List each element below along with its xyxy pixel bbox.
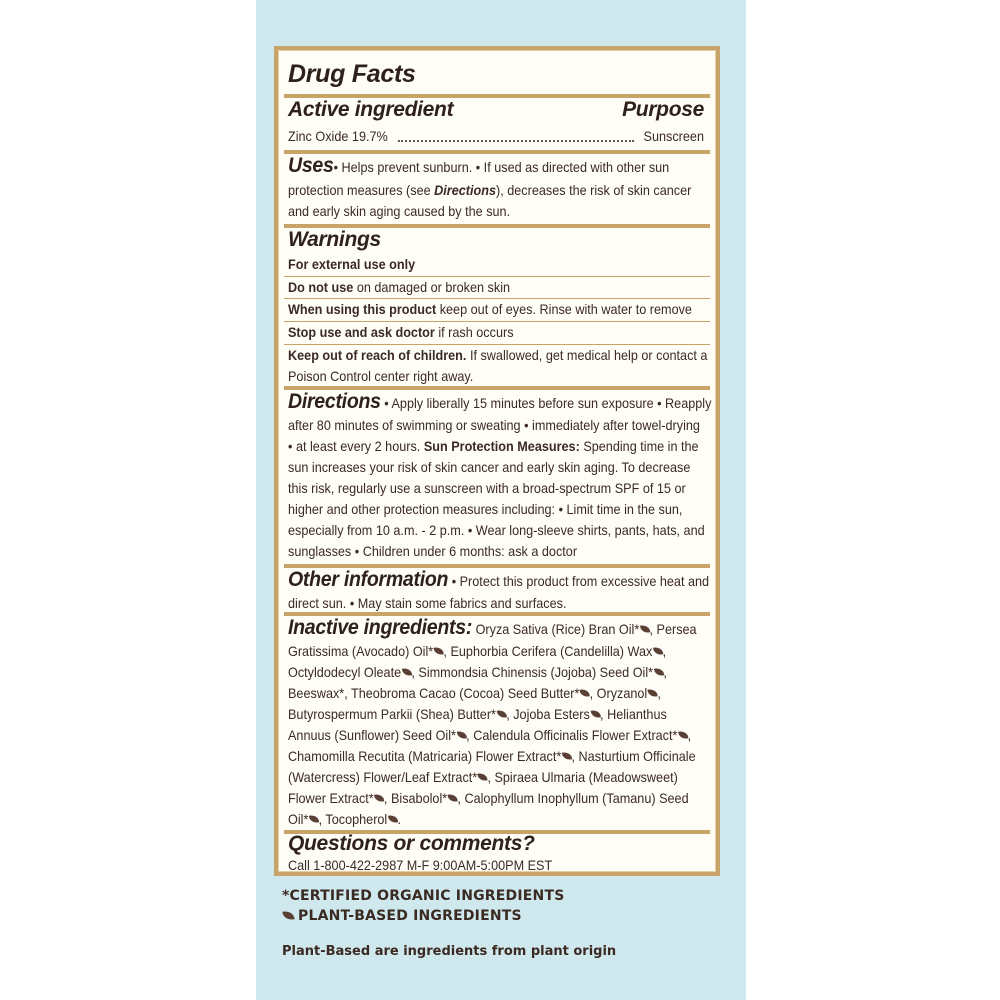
leaf-icon (388, 814, 398, 823)
uses-heading: Uses (288, 154, 334, 177)
directions-line-4: sun increases your risk of skin cancer and early skin aging. To decrease (288, 460, 691, 475)
leaf-icon (456, 730, 466, 739)
plant-note (282, 908, 522, 924)
when-using-label: When using this product (288, 302, 437, 317)
inactive-text: , (663, 665, 667, 680)
inactive-text: Chamomilla Recutita (Matricaria) Flower Extract* (288, 749, 562, 764)
drug-facts-title: Drug Facts (288, 60, 416, 88)
drug-facts-box (274, 46, 720, 876)
inactive-text: , Euphorbia Cerifera (Candelilla) Wax (443, 644, 653, 659)
other-info-heading: Other information (288, 568, 449, 591)
inactive-text: , (687, 728, 692, 743)
plant-origin-note: Plant-Based are ingredients from plant origin (282, 944, 617, 959)
inactive-text: Beeswax*, Theobroma Cacao (Cocoa) Seed Butter* (288, 686, 580, 701)
leaf-icon (640, 624, 650, 633)
organic-note: *CERTIFIED ORGANIC INGREDIENTS (282, 888, 565, 904)
directions-line-5: this risk, regularly use a sunscreen with a broad-spectrum SPF of 15 or (288, 481, 686, 496)
inactive-text: Gratissima (Avocado) Oil* (288, 644, 434, 659)
sun-protection-label: Sun Protection Measures: (423, 439, 580, 454)
directions-line-3b: Spending time in the (579, 439, 699, 454)
purpose-heading: Purpose (622, 98, 704, 121)
leaf-icon (282, 910, 294, 920)
plant-note-text: PLANT-BASED INGREDIENTS (298, 908, 522, 924)
directions-line-6: higher and other protection measures including: • Limit time in the sun, (288, 502, 683, 517)
inactive-text: , Calendula Officinalis Flower Extract* (466, 728, 678, 743)
keep-out-label: Keep out of reach of children. (288, 348, 467, 363)
uses-divider (284, 150, 710, 154)
inactive-text: , Helianthus (600, 707, 667, 722)
directions-line-7: especially from 10 a.m. - 2 p.m. • Wear long-sleeve shirts, pants, hats, and (288, 523, 705, 538)
stop-use-text: if rash occurs (434, 325, 514, 340)
directions-line-1: • Apply liberally 15 minutes before sun exposure • Reapply (380, 396, 712, 411)
uses-line-2a: protection measures (see (288, 183, 435, 198)
keep-out-text-2: Poison Control center right away. (288, 369, 474, 384)
inactive-text: Oil* (288, 812, 309, 827)
external-use: For external use only (288, 257, 416, 272)
uses-line-3: and early skin aging caused by the sun. (288, 204, 511, 219)
uses-line-1: • Helps prevent sunburn. • If used as directed with other sun (333, 160, 670, 175)
active-ingredient-heading: Active ingredient (288, 98, 454, 121)
directions-line-8: sunglasses • Children under 6 months: ask a doctor (288, 544, 578, 559)
leaf-icon (590, 709, 600, 718)
leaf-icon (678, 730, 688, 739)
warnings-rule-2 (284, 298, 710, 299)
do-not-use-text: on damaged or broken skin (353, 280, 511, 295)
inactive-text: , Bisabolol* (383, 791, 448, 806)
leaf-icon (654, 667, 664, 676)
leaf-icon (562, 751, 572, 760)
active-ingredient-row (288, 127, 704, 147)
inactive-text: Oryza Sativa (Rice) Bran Oil* (472, 622, 640, 637)
inactive-text: . (397, 812, 401, 827)
directions-line-2: after 80 minutes of swimming or sweating • immediately after towel-drying (288, 418, 700, 433)
do-not-use-label: Do not use (288, 280, 354, 295)
uses-line-2b: ), decreases the risk of skin cancer (496, 183, 692, 198)
inactive-text: , Persea (649, 622, 697, 637)
inactive-text: (Watercress) Flower/Leaf Extract* (288, 770, 478, 785)
inactive-text: Annuus (Sunflower) Seed Oil* (288, 728, 456, 743)
inactive-text: , Nasturtium Officinale (571, 749, 696, 764)
inactive-text: , (657, 686, 661, 701)
warnings-heading: Warnings (288, 228, 381, 251)
uses-directions-ref: Directions (434, 183, 497, 198)
inactive-text: , (662, 644, 667, 659)
stop-use-label: Stop use and ask doctor (288, 325, 435, 340)
keep-out-text: If swallowed, get medical help or contact a (466, 348, 708, 363)
directions-heading: Directions (288, 390, 381, 413)
questions-heading: Questions or comments? (288, 832, 535, 855)
inactive-text: , Simmondsia Chinensis (Jojoba) Seed Oil* (411, 665, 654, 680)
inactive-text: , Oryzanol (589, 686, 648, 701)
inactive-text: Flower Extract* (288, 791, 374, 806)
inactive-text: Butyrospermum Parkii (Shea) Butter* (288, 707, 496, 722)
inactive-heading: Inactive ingredients: (288, 616, 473, 639)
other-info-line-2: direct sun. • May stain some fabrics and surfaces. (288, 596, 567, 611)
leaf-icon (402, 667, 412, 676)
when-using-text: keep out of eyes. Rinse with water to remove (436, 302, 692, 317)
leaf-icon (653, 646, 663, 655)
warnings-rule-3 (284, 321, 710, 322)
inactive-text: , Calophyllum Inophyllum (Tamanu) Seed (457, 791, 689, 806)
leaf-icon (309, 814, 319, 823)
warnings-rule-1 (284, 276, 710, 277)
inactive-text: Octyldodecyl Oleate (288, 665, 402, 680)
directions-line-3a: • at least every 2 hours. (288, 439, 424, 454)
other-info-line-1: • Protect this product from excessive heat and (448, 574, 710, 589)
inactive-text: , Jojoba Esters (506, 707, 590, 722)
inactive-text: , Spiraea Ulmaria (Meadowsweet) (487, 770, 678, 785)
leader-dots (398, 140, 634, 142)
warnings-rule-4 (284, 344, 710, 345)
active-ingredient-value: Zinc Oxide 19.7% (288, 127, 390, 148)
leaf-icon (496, 709, 506, 718)
purpose-value: Sunscreen (643, 129, 704, 144)
inactive-text: , Tocopherol (318, 812, 388, 827)
questions-phone: Call 1-800-422-2987 M-F 9:00AM-5:00PM EST (288, 858, 553, 873)
